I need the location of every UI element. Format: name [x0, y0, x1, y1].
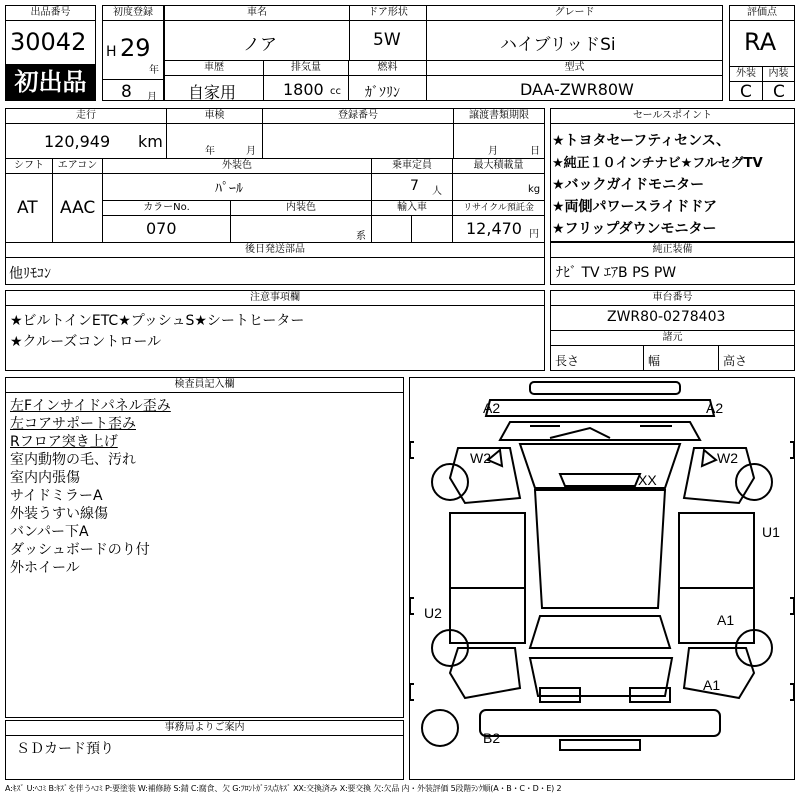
year-unit: 年 — [149, 65, 159, 76]
inspector-label: 検査員記入欄 — [6, 378, 403, 393]
inspection-year-unit: 年 — [205, 146, 215, 157]
model: DAA-ZWR80W — [520, 80, 634, 99]
inspector-line-4: 室内動物の毛、汚れ — [10, 452, 136, 468]
score: RA — [744, 28, 777, 56]
sales-points-label: セールスポイント — [551, 109, 794, 124]
inspector-line-5: 室内内張傷 — [10, 470, 80, 486]
later-parts: 他ﾘﾓｺﾝ — [9, 266, 51, 282]
office-note: ＳＤカード預り — [16, 741, 114, 757]
interior-label: 内装 — [763, 67, 794, 82]
shift: AT — [17, 198, 38, 218]
mark-front-right: A2 — [706, 400, 724, 416]
fuel-label: 燃料 — [349, 61, 426, 76]
ac-label: エアコン — [53, 159, 102, 174]
recycle-unit: 円 — [529, 229, 539, 240]
int-color-label: 内装色 — [231, 201, 371, 216]
mark-wheel-right: W2 — [717, 450, 738, 466]
inspector-line-6: サイドミラーA — [10, 488, 103, 504]
era: H — [106, 44, 117, 60]
car-name: ノア — [243, 35, 277, 55]
fuel: ｶﾞｿﾘﾝ — [365, 85, 400, 101]
mileage-label: 走行 — [6, 109, 166, 124]
reg-no-label: 登録番号 — [263, 109, 453, 124]
grade: ハイブリッドSi — [500, 35, 616, 55]
length-label: 長さ — [555, 354, 580, 368]
mark-left-rear: U2 — [424, 605, 442, 621]
sales-point-5: ★フリップダウンモニター — [552, 221, 717, 237]
car-name-label: 車名 — [165, 6, 349, 21]
lot-no-label: 出品番号 — [6, 6, 95, 21]
score-box — [729, 5, 795, 101]
first-reg-label: 初度登録 — [103, 6, 163, 21]
load-unit: kg — [528, 184, 541, 195]
inspector-line-3: Rフロア突き上げ — [10, 434, 118, 450]
transfer-month-unit: 月 — [488, 146, 498, 157]
int-color-unit: 系 — [356, 231, 366, 242]
sales-point-1: ★トヨタセーフティセンス、 — [552, 133, 731, 149]
mark-right-quarter: A1 — [717, 612, 735, 628]
color-no: 070 — [146, 219, 177, 238]
sales-point-4: ★両側パワースライドドア — [552, 199, 718, 215]
inspector-line-8: バンパー下A — [10, 524, 89, 540]
office-note-box — [5, 720, 404, 780]
interior-score: C — [773, 82, 785, 101]
car-diagram — [410, 378, 794, 778]
recycle-label: リサイクル預託金 — [453, 201, 544, 216]
grade-label: グレード — [427, 6, 722, 21]
exterior-score: C — [740, 82, 752, 101]
inspector-line-10: 外ホイール — [10, 560, 80, 576]
import-label: 輸入車 — [372, 201, 452, 216]
inspector-line-7: 外装うすい線傷 — [10, 506, 108, 522]
mileage-unit: km — [138, 132, 163, 151]
chassis-no: ZWR80-0278403 — [607, 309, 726, 325]
height-label: 高さ — [723, 354, 748, 368]
seats-label: 乗車定員 — [372, 159, 452, 174]
office-note-label: 事務局よりご案内 — [6, 721, 403, 736]
mileage: 120,949 — [44, 132, 111, 151]
sales-point-3: ★バックガイドモニター — [552, 177, 705, 193]
lot-no: 30042 — [10, 28, 87, 56]
chassis-box — [550, 290, 795, 331]
sales-point-2: ★純正１０インチナビ★フルセグTV — [552, 156, 763, 171]
first-time-badge: 初出品 — [6, 64, 95, 100]
history: 自家用 — [188, 83, 237, 102]
mark-wheel-left: W2 — [470, 450, 491, 466]
ext-color: ﾊﾟｰﾙ — [215, 181, 243, 197]
transfer-doc-label: 譲渡書類期限 — [454, 109, 544, 124]
recycle: 12,470 — [466, 219, 522, 238]
displacement-unit: cc — [330, 86, 341, 97]
later-parts-label: 後日発送部品 — [6, 243, 544, 258]
width-label: 幅 — [648, 354, 661, 368]
notes-box — [5, 290, 545, 371]
ac: AAC — [60, 198, 96, 218]
model-label: 型式 — [427, 61, 722, 76]
equipment-box — [550, 242, 795, 285]
displacement-label: 排気量 — [264, 61, 348, 76]
inspector-line-1: 左Fインサイドパネル歪み — [10, 398, 171, 414]
note-line-1: ★ビルトインETC★プッシュS★シートヒーター — [10, 313, 305, 329]
month-unit: 月 — [147, 92, 157, 101]
reg-month: 8 — [121, 82, 132, 101]
reg-year: 29 — [120, 34, 151, 62]
color-no-label: カラーNo. — [103, 201, 230, 216]
exterior-label: 外装 — [730, 67, 762, 82]
seats: 7 — [410, 178, 419, 194]
equipment-label: 純正装備 — [551, 243, 794, 258]
dimensions-box — [550, 330, 795, 371]
load-label: 最大積載量 — [453, 159, 544, 174]
history-label: 車歴 — [165, 61, 263, 76]
score-label: 評価点 — [730, 6, 794, 21]
inspector-line-9: ダッシュボードのり付 — [10, 542, 150, 558]
mark-rear: B2 — [483, 730, 501, 746]
seats-unit: 人 — [432, 186, 442, 197]
note-line-2: ★クルーズコントロール — [10, 334, 162, 350]
equipment: ﾅﾋﾞ TV ｴｱB PS PW — [556, 265, 677, 281]
notes-label: 注意事項欄 — [6, 291, 544, 306]
mark-right-rear-door: U1 — [762, 524, 780, 540]
first-reg-box — [102, 5, 164, 101]
dimensions-label: 諸元 — [551, 331, 794, 346]
ext-color-label: 外装色 — [103, 159, 371, 174]
displacement: 1800 — [283, 80, 324, 99]
transfer-day-unit: 日 — [530, 146, 540, 157]
mark-right-rear: A1 — [703, 677, 721, 693]
inspection-month-unit: 月 — [246, 146, 256, 157]
shift-label: シフト — [6, 159, 52, 174]
door-type: 5W — [373, 30, 401, 50]
mark-front-left: A2 — [483, 400, 501, 416]
chassis-label: 車台番号 — [551, 291, 794, 306]
inspector-line-2: 左コアサポート歪み — [10, 416, 136, 432]
mark-roof: XX — [638, 472, 657, 488]
door-label: ドア形状 — [350, 6, 426, 21]
legend: A:ｷｽﾞ U:ﾍｺﾐ B:ｷｽﾞを伴うﾍｺﾐ P:要塗装 W:補修跡 S:錆 C:腐食、欠 G:ﾌﾛﾝﾄｶﾞﾗｽ点ｷｽﾞ XX:交換済み X:要交換 欠:欠品 内・外装評価 5段階ﾗﾝｸ順(A・B・C・D・E) 2 — [5, 784, 562, 793]
inspection-label: 車検 — [167, 109, 262, 124]
